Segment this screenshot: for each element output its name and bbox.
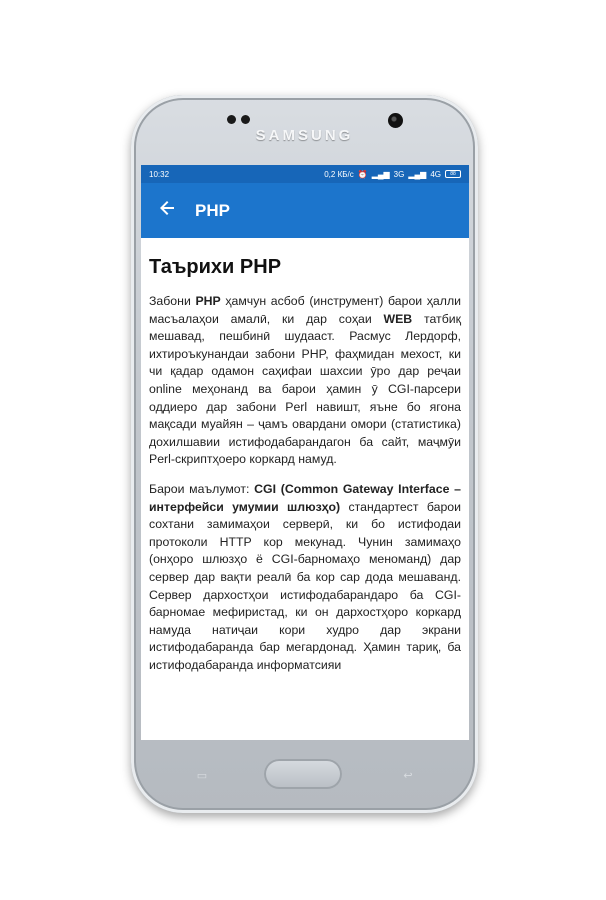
signal-icon-2: ▂▄▆ — [408, 169, 427, 179]
back-key-icon[interactable]: ↩ — [403, 770, 413, 782]
alarm-icon: ⏰ — [357, 169, 368, 179]
text-span: ҳамчун асбоб (инструмент) барои ҳалли масъалаҳои амалӣ, ки дар соҳаи — [149, 294, 461, 326]
text-span: Барои маълумот: — [149, 481, 255, 496]
bold-term: WEB — [383, 311, 413, 326]
battery-icon: 88 — [445, 170, 461, 178]
front-camera-icon — [388, 113, 403, 128]
status-network: 3G — [393, 169, 405, 179]
article-title: Таърихи PHP — [149, 256, 282, 278]
status-time: 10:32 — [149, 169, 170, 179]
bold-term: PHP — [195, 294, 221, 308]
text-span: татбиқ мешавад, пешбинӣ шудааст. Расмус Лердорф, ихтироъкунандаи забони PHP, фаҳмидан мехост, ки чи қадар одамон саҳифаи шахсии ӯро дар реҷаи online меҳонанд ва барои ҳамин ӯ CGI-парсери оддиеро дар забони Perl навишт, яъне бо ягона мақсади муайян – ҷамъ овардани омори (статистика) дохилшавии истифодабарандагон ба сайт, маҷмӯи Perl-скриптҳоеро коркард намуд. — [149, 311, 461, 467]
status-speed: 0,2 КБ/с — [324, 169, 354, 179]
text-span: стандартест барои сохтани замимаҳои серверӣ, ки бо истифодаи протоколи HTTP кор мекунад. Чунин замимаҳо (онҳоро шлюзҳо ё CGI-барномаҳо меноманд) дар сервер дар вақти реалӣ ба кор сар дода мешаванд. Сервер дархостҳои истифодабарандаро ба CGI-барномае мефиристад, ки он дархостҳоро коркард намуда натиҷаи кори худро дар экрани истифодабаранда бар мегардонад. Ҳамин тариқ, ба истифодабаранда информатсияи — [149, 499, 461, 672]
home-button[interactable] — [264, 759, 342, 789]
signal-icon: ▂▄▆ — [371, 169, 390, 179]
app-bar-title: PHP — [195, 200, 230, 220]
bold-term: CGI (Common Gateway Interface – интерфейси умумии шлюзҳо) — [149, 481, 461, 514]
article-paragraph-1 — [149, 293, 461, 469]
article-content[interactable] — [141, 238, 469, 674]
app-bar — [141, 183, 469, 238]
hardware-nav-bar — [131, 747, 478, 797]
recents-key-icon[interactable]: ▭ — [196, 770, 208, 782]
phone-screen — [141, 165, 469, 740]
status-bar — [141, 165, 469, 183]
phone-top-bezel — [131, 95, 478, 165]
arrow-left-icon[interactable] — [147, 199, 187, 222]
status-network-2: 4G — [430, 169, 441, 179]
phone-device — [131, 95, 478, 813]
brand-logo: SAMSUNG — [255, 127, 354, 144]
proximity-sensor — [227, 115, 236, 124]
light-sensor — [241, 115, 250, 124]
status-indicators — [324, 170, 461, 179]
article-paragraph-2 — [149, 481, 461, 675]
text-span: Забони — [149, 294, 196, 308]
